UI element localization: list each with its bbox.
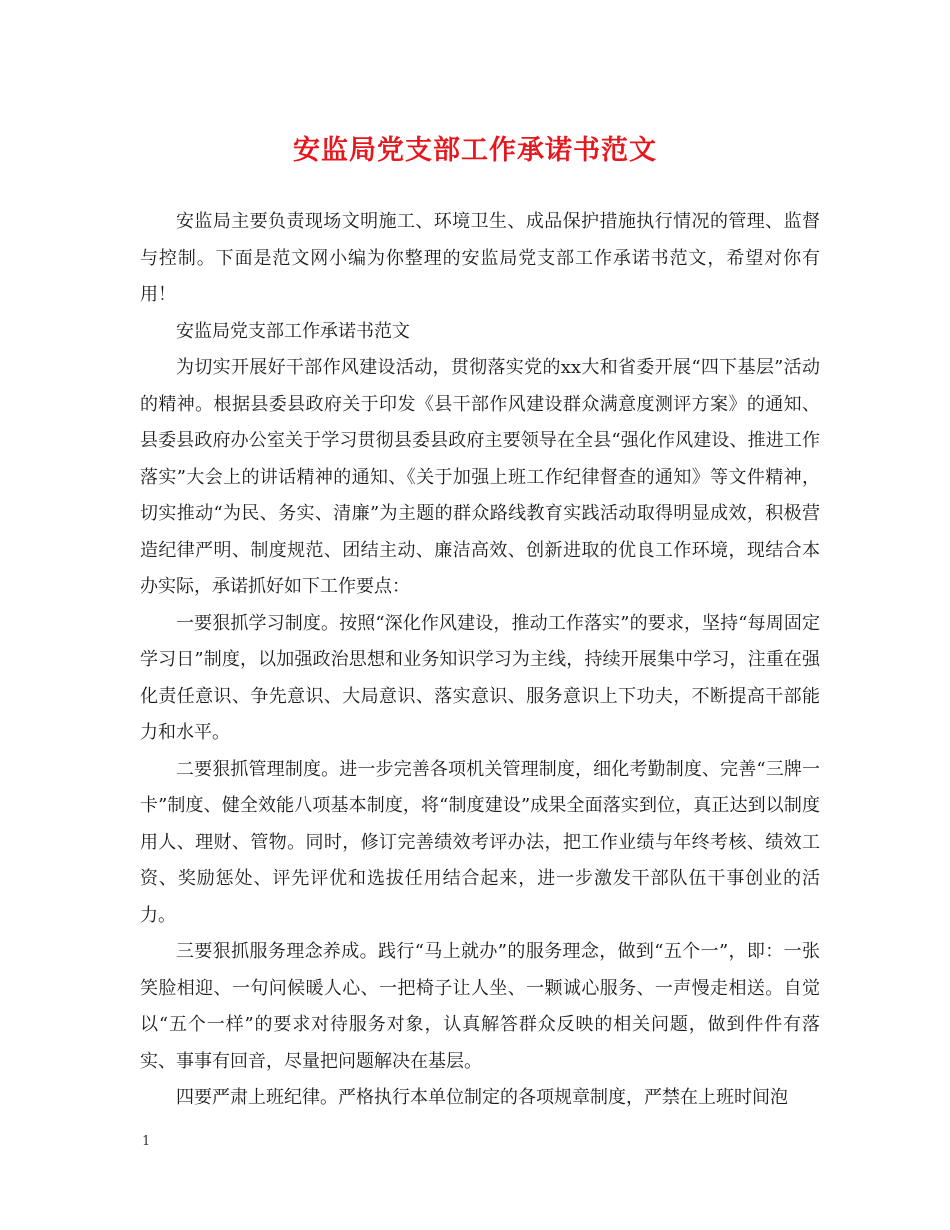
point-four-paragraph: 四要严肃上班纪律。严格执行本单位制定的各项规章制度，严禁在上班时间泡 [176, 1087, 788, 1108]
intro-paragraph: 安监局主要负责现场文明施工、环境卫生、成品保护措施执行情况的管理、监督与控制。下面是范文网小编为你整理的安监局党支部工作承诺书范文，希望对你有用！ [140, 211, 820, 305]
document-body [140, 204, 820, 1117]
point-three-paragraph: 三要狠抓服务理念养成。践行“马上就办”的服务理念，做到“五个一”，即：一张笑脸相迎、一句问候暖人心、一把椅子让人坐、一颗诚心服务、一声慢走相送。自觉以“五个一样”的要求对待服务对象，认真解答群众反映的相关问题，做到件件有落实、事事有回音，尽量把问题解决在基层。 [140, 941, 820, 1072]
point-one-paragraph: 一要狠抓学习制度。按照“深化作风建设，推动工作落实”的要求，坚持“每周固定学习日”制度，以加强政治思想和业务知识学习为主线，持续开展集中学习，注重在强化责任意识、争先意识、大局意识、落实意识、服务意识上下功夫，不断提高干部能力和水平。 [140, 612, 820, 743]
document-title: 安监局党支部工作承诺书范文 [293, 135, 657, 166]
section-heading: 安监局党支部工作承诺书范文 [176, 320, 410, 342]
point-two-paragraph: 二要狠抓管理制度。进一步完善各项机关管理制度，细化考勤制度、完善“三牌一卡”制度、健全效能八项基本制度，将“制度建设”成果全面落实到位，真正达到以制度用人、理财、管物。同时，修订完善绩效考评办法，把工作业绩与年终考核、绩效工资、奖励惩处、评先评优和选拔任用结合起来，进一步激发干部队伍干事创业的活力。 [140, 758, 820, 926]
preamble-paragraph: 为切实开展好干部作风建设活动，贯彻落实党的xx大和省委开展“四下基层”活动的精神。根据县委县政府关于印发《县干部作风建设群众满意度测评方案》的通知、县委县政府办公室关于学习贯彻县委县政府主要领导在全县“强化作风建设、推进工作落实”大会上的讲话精神的通知、《关于加强上班工作纪律督查的通知》等文件精神，切实推动“为民、务实、清廉”为主题的群众路线教育实践活动取得明显成效，积极营造纪律严明、制度规范、团结主动、廉洁高效、创新进取的优良工作环境，现结合本办实际，承诺抓好如下工作要点： [140, 357, 820, 597]
page-number: 1 [142, 1134, 151, 1149]
